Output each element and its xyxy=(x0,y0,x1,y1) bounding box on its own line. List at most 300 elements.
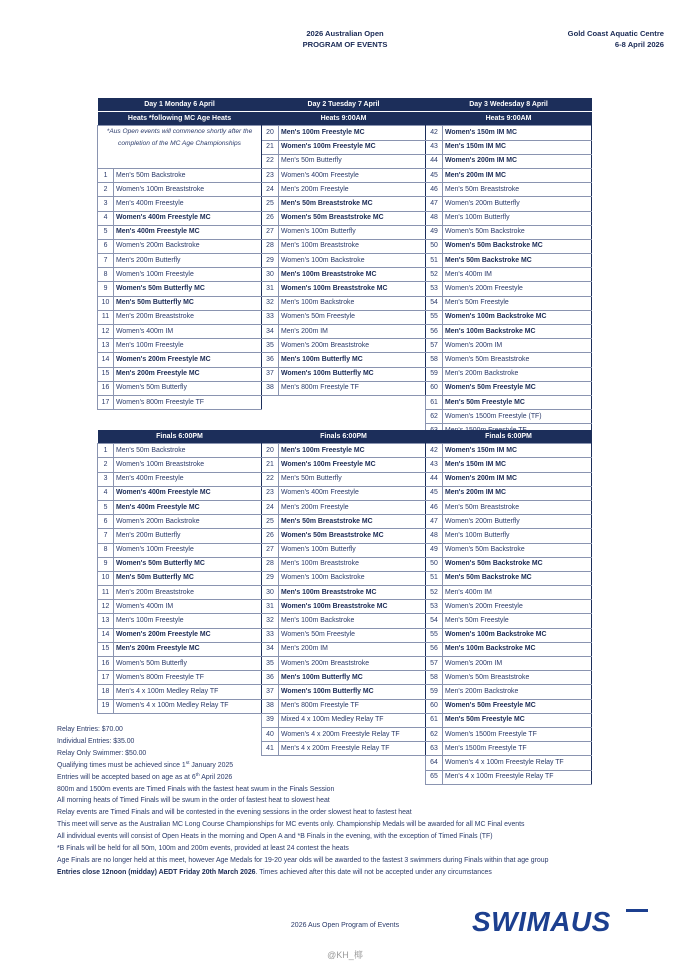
event-number: 43 xyxy=(426,140,443,154)
event-number: 53 xyxy=(426,282,443,296)
individual-entries-fee: Individual Entries: $35.00 xyxy=(57,737,135,745)
event-name: Men's 400m Freestyle MC xyxy=(114,500,262,514)
event-number: 27 xyxy=(262,225,279,239)
event-name: Women's 100m Freestyle MC xyxy=(279,458,426,472)
table-row xyxy=(98,543,592,557)
table-row xyxy=(98,614,592,628)
event-name: Men's 50m Freestyle xyxy=(443,296,592,310)
event-name: Women's 4 x 100m Medley Relay TF xyxy=(114,699,262,713)
event-name: Women's 4 x 200m Freestyle Relay TF xyxy=(279,727,426,741)
event-name: Men's 200m Freestyle MC xyxy=(114,367,262,381)
event-number: 26 xyxy=(262,529,279,543)
event-number: 8 xyxy=(98,268,114,282)
event-number: 24 xyxy=(262,500,279,514)
event-name: Women's 50m Breaststroke MC xyxy=(279,211,426,225)
event-number: 62 xyxy=(426,727,443,741)
relay-entries-fee: Relay Entries: $70.00 xyxy=(57,726,123,733)
event-number: 65 xyxy=(426,770,443,784)
event-name: Men's 4 x 100m Freestyle Relay TF xyxy=(443,770,592,784)
event-number: 38 xyxy=(262,699,279,713)
heats-note: *Aus Open events will commence shortly after the completion of the MC Age Championships xyxy=(98,126,262,169)
table-row xyxy=(98,529,592,543)
event-name: Men's 50m Breaststroke xyxy=(443,500,592,514)
heats-day3-title: Day 3 Wedesday 8 April xyxy=(426,98,592,112)
event-number: 35 xyxy=(262,657,279,671)
event-number: 51 xyxy=(426,571,443,585)
event-name: Women's 100m Backstroke MC xyxy=(443,628,592,642)
event-name: Men's 100m Backstroke xyxy=(279,296,426,310)
table-row xyxy=(98,395,592,409)
table-row xyxy=(98,410,592,424)
table-row xyxy=(98,126,592,140)
event-number: 19 xyxy=(98,699,114,713)
footer-text: 2026 Aus Open Program of Events xyxy=(290,922,400,929)
event-name: Women's 200m Butterfly xyxy=(443,515,592,529)
event-number: 24 xyxy=(262,183,279,197)
entries-close-bold: Entries close 12noon (midday) AEDT Friday 20th March 2026 xyxy=(57,868,256,876)
event-name: Women's 200m Freestyle MC xyxy=(114,628,262,642)
event-name: Women's 100m Butterfly xyxy=(279,225,426,239)
table-row xyxy=(98,458,592,472)
venue-name: Gold Coast Aquatic Centre xyxy=(567,29,664,38)
event-name: Men's 100m Backstroke MC xyxy=(443,325,592,339)
empty-cell xyxy=(262,410,426,424)
qualifying-sup: st xyxy=(185,760,190,766)
event-number: 36 xyxy=(262,671,279,685)
table-row xyxy=(98,557,592,571)
event-name: Men's 50m Backstroke MC xyxy=(443,254,592,268)
event-name: Men's 200m Butterfly xyxy=(114,529,262,543)
event-number: 57 xyxy=(426,657,443,671)
table-row xyxy=(98,197,592,211)
event-name: Men's 50m Backstroke MC xyxy=(443,571,592,585)
event-number: 6 xyxy=(98,515,114,529)
event-number: 57 xyxy=(426,339,443,353)
event-number: 60 xyxy=(426,699,443,713)
event-number: 16 xyxy=(98,381,114,395)
event-number: 50 xyxy=(426,557,443,571)
event-name: Men's 400m IM xyxy=(443,586,592,600)
age-text: Entries will be accepted based on age as at 6 xyxy=(57,773,196,781)
event-number: 52 xyxy=(426,268,443,282)
event-name: Women's 50m Backstroke MC xyxy=(443,239,592,253)
event-name: Men's 200m Backstroke xyxy=(443,367,592,381)
event-name: Men's 800m Freestyle TF xyxy=(279,699,426,713)
event-name: Men's 100m Butterfly MC xyxy=(279,671,426,685)
event-name: Men's 100m Butterfly xyxy=(443,211,592,225)
heats-day1-subtitle: Heats *following MC Age Heats xyxy=(98,112,262,126)
event-name: Women's 50m Backstroke xyxy=(443,543,592,557)
event-number: 56 xyxy=(426,642,443,656)
event-number: 55 xyxy=(426,628,443,642)
qualifying-text: Qualifying times must be achieved since 1 xyxy=(57,761,186,769)
event-name: Women's 50m Butterfly MC xyxy=(114,282,262,296)
event-name: Mixed 4 x 100m Medley Relay TF xyxy=(279,713,426,727)
table-row xyxy=(98,486,592,500)
table-row xyxy=(98,472,592,486)
logo-text: SWIMAUS xyxy=(472,906,611,936)
event-number: 59 xyxy=(426,367,443,381)
age-text-end: April 2026 xyxy=(199,773,233,781)
event-name: Women's 100m Backstroke xyxy=(279,571,426,585)
event-name: Men's 400m IM xyxy=(443,268,592,282)
event-name: Men's 100m Butterfly MC xyxy=(279,353,426,367)
event-name: Men's 50m Backstroke xyxy=(114,444,262,458)
finals-day2-title: Finals 6:00PM xyxy=(262,430,426,444)
event-number: 55 xyxy=(426,310,443,324)
event-number: 2 xyxy=(98,183,114,197)
table-row xyxy=(98,381,592,395)
event-number: 17 xyxy=(98,671,114,685)
heats-day2-subtitle: Heats 9:00AM xyxy=(262,112,426,126)
event-number: 14 xyxy=(98,628,114,642)
event-number: 34 xyxy=(262,642,279,656)
table-row xyxy=(98,515,592,529)
event-name: Women's 50m Freestyle MC xyxy=(443,699,592,713)
event-number: 29 xyxy=(262,571,279,585)
event-name: Men's 100m Freestyle MC xyxy=(279,444,426,458)
event-number: 52 xyxy=(426,586,443,600)
event-name: Women's 400m Freestyle xyxy=(279,168,426,182)
event-number: 51 xyxy=(426,254,443,268)
event-name: Women's 100m Butterfly MC xyxy=(279,367,426,381)
event-name: Women's 400m Freestyle xyxy=(279,486,426,500)
table-row xyxy=(98,239,592,253)
meet-dates: 6-8 April 2026 xyxy=(614,40,664,49)
finals-day3-title: Finals 6:00PM xyxy=(426,430,592,444)
age-note xyxy=(57,772,677,784)
event-name: Men's 50m Butterfly xyxy=(279,472,426,486)
event-number: 23 xyxy=(262,486,279,500)
event-number: 2 xyxy=(98,458,114,472)
event-number: 21 xyxy=(262,140,279,154)
table-row xyxy=(98,671,592,685)
event-number: 15 xyxy=(98,367,114,381)
heats-table xyxy=(97,98,592,439)
event-number: 43 xyxy=(426,458,443,472)
event-name: Men's 200m IM xyxy=(279,325,426,339)
event-number: 45 xyxy=(426,168,443,182)
event-name: Men's 200m Butterfly xyxy=(114,254,262,268)
event-number: 34 xyxy=(262,325,279,339)
note-line: Age Finals are no longer held at this meet, however Age Medals for 19-20 year olds will be awarded to the fastest 3 swimmers during Finals within that age group xyxy=(57,856,549,864)
event-name: Men's 100m Backstroke xyxy=(279,614,426,628)
event-name: Men's 50m Butterfly MC xyxy=(114,296,262,310)
event-number: 22 xyxy=(262,472,279,486)
event-name: Women's 1500m Freestyle TF xyxy=(443,727,592,741)
event-name: Women's 200m Freestyle xyxy=(443,282,592,296)
event-name: Women's 100m Freestyle MC xyxy=(279,140,426,154)
heats-day2-title: Day 2 Tuesday 7 April xyxy=(262,98,426,112)
event-number: 6 xyxy=(98,239,114,253)
event-number: 12 xyxy=(98,325,114,339)
event-name: Women's 50m Breaststroke xyxy=(443,671,592,685)
table-row xyxy=(98,699,592,713)
event-number: 22 xyxy=(262,154,279,168)
event-name: Men's 200m Freestyle xyxy=(279,183,426,197)
event-name: Women's 200m IM MC xyxy=(443,154,592,168)
event-number: 13 xyxy=(98,339,114,353)
event-number: 25 xyxy=(262,515,279,529)
empty-cell xyxy=(262,395,426,409)
event-name: Women's 150m IM MC xyxy=(443,444,592,458)
event-number: 10 xyxy=(98,296,114,310)
table-row xyxy=(98,444,592,458)
event-name: Men's 400m Freestyle xyxy=(114,197,262,211)
event-name: Women's 50m Breaststroke xyxy=(443,353,592,367)
event-number: 37 xyxy=(262,685,279,699)
event-name: Women's 50m Backstroke xyxy=(443,225,592,239)
event-name: Men's 50m Butterfly xyxy=(279,154,426,168)
event-number: 36 xyxy=(262,353,279,367)
event-name: Men's 100m Backstroke MC xyxy=(443,642,592,656)
event-number: 5 xyxy=(98,500,114,514)
table-row xyxy=(98,310,592,324)
event-number: 58 xyxy=(426,353,443,367)
event-number: 17 xyxy=(98,395,114,409)
age-sup: th xyxy=(195,772,200,778)
table-row xyxy=(98,600,592,614)
event-number: 58 xyxy=(426,671,443,685)
event-number: 47 xyxy=(426,197,443,211)
event-name: Women's 100m Freestyle xyxy=(114,268,262,282)
event-number: 64 xyxy=(426,756,443,770)
event-number: 18 xyxy=(98,685,114,699)
event-number: 28 xyxy=(262,239,279,253)
event-number: 31 xyxy=(262,600,279,614)
event-number: 59 xyxy=(426,685,443,699)
logo-accent-bar xyxy=(626,909,648,912)
event-number: 23 xyxy=(262,168,279,182)
event-name: Men's 50m Breaststroke MC xyxy=(279,515,426,529)
heats-body xyxy=(98,126,592,438)
event-name: Men's 4 x 100m Medley Relay TF xyxy=(114,685,262,699)
event-number: 35 xyxy=(262,339,279,353)
event-number: 32 xyxy=(262,614,279,628)
event-name: Women's 200m Backstroke xyxy=(114,239,262,253)
event-name: Women's 200m Freestyle xyxy=(443,600,592,614)
event-name: Men's 200m Freestyle xyxy=(279,500,426,514)
event-name: Women's 50m Backstroke MC xyxy=(443,557,592,571)
event-name: Men's 200m Breaststroke xyxy=(114,310,262,324)
event-name: Men's 200m IM MC xyxy=(443,486,592,500)
event-name: Men's 50m Butterfly MC xyxy=(114,571,262,585)
event-name: Women's 100m Breaststroke xyxy=(114,183,262,197)
event-name: Women's 200m IM xyxy=(443,339,592,353)
event-number: 20 xyxy=(262,126,279,140)
event-name: Men's 50m Breaststroke xyxy=(443,183,592,197)
event-number: 39 xyxy=(262,713,279,727)
event-name: Women's 100m Breaststroke MC xyxy=(279,600,426,614)
event-name: Men's 150m IM MC xyxy=(443,458,592,472)
table-row xyxy=(98,586,592,600)
table-row xyxy=(98,642,592,656)
event-number: 61 xyxy=(426,395,443,409)
watermark: @KH_椰 xyxy=(327,950,363,960)
event-number: 30 xyxy=(262,268,279,282)
event-number: 44 xyxy=(426,472,443,486)
table-row xyxy=(98,254,592,268)
event-number: 53 xyxy=(426,600,443,614)
note-line: Relay events are Timed Finals and will be contested in the evening sessions in the order slowest heat to fastest heat xyxy=(57,809,412,817)
table-row xyxy=(98,367,592,381)
event-name: Men's 200m Backstroke xyxy=(443,685,592,699)
event-number: 21 xyxy=(262,458,279,472)
note-line: *B Finals will be held for all 50m, 100m and 200m events, provided at least 24 contest the heats xyxy=(57,845,349,853)
event-name: Women's 50m Butterfly xyxy=(114,657,262,671)
entries-close-rest: . Times achieved after this date will not be accepted under any circumstances xyxy=(255,868,492,876)
title-line-2: PROGRAM OF EVENTS xyxy=(302,40,388,49)
table-row xyxy=(98,685,592,699)
event-number: 42 xyxy=(426,126,443,140)
event-number: 1 xyxy=(98,444,114,458)
event-number: 20 xyxy=(262,444,279,458)
event-number: 62 xyxy=(426,410,443,424)
event-name: Men's 400m Freestyle xyxy=(114,472,262,486)
event-name: Men's 100m Breaststroke MC xyxy=(279,268,426,282)
event-number: 50 xyxy=(426,239,443,253)
event-number: 48 xyxy=(426,529,443,543)
event-number: 32 xyxy=(262,296,279,310)
table-row xyxy=(98,571,592,585)
event-number: 16 xyxy=(98,657,114,671)
event-name: Men's 200m Freestyle MC xyxy=(114,642,262,656)
meet-notes xyxy=(57,724,677,879)
event-name: Men's 200m IM xyxy=(279,642,426,656)
note-line: 800m and 1500m events are Timed Finals with the fastest heat swum in the Finals Session xyxy=(57,785,335,793)
event-number: 47 xyxy=(426,515,443,529)
event-number: 31 xyxy=(262,282,279,296)
table-row xyxy=(98,500,592,514)
event-name: Men's 100m Breaststroke xyxy=(279,239,426,253)
event-number: 46 xyxy=(426,183,443,197)
event-name: Men's 100m Butterfly xyxy=(443,529,592,543)
event-name: Women's 50m Freestyle xyxy=(279,628,426,642)
event-name: Women's 100m Breaststroke MC xyxy=(279,282,426,296)
event-name: Women's 400m Freestyle MC xyxy=(114,486,262,500)
event-number: 37 xyxy=(262,367,279,381)
event-name: Women's 100m Butterfly MC xyxy=(279,685,426,699)
qualifying-text-end: January 2025 xyxy=(189,761,234,769)
event-number: 3 xyxy=(98,197,114,211)
event-number: 9 xyxy=(98,282,114,296)
event-name: Women's 200m Breaststroke xyxy=(279,339,426,353)
event-name: Men's 1500m Freestyle TF xyxy=(443,742,592,756)
table-row xyxy=(98,211,592,225)
event-name: Women's 50m Breaststroke MC xyxy=(279,529,426,543)
event-number: 28 xyxy=(262,557,279,571)
event-name: Women's 50m Butterfly MC xyxy=(114,557,262,571)
event-name: Men's 200m Breaststroke xyxy=(114,586,262,600)
event-name: Women's 50m Butterfly xyxy=(114,381,262,395)
event-name: Women's 150m IM MC xyxy=(443,126,592,140)
event-number: 3 xyxy=(98,472,114,486)
table-row xyxy=(98,268,592,282)
event-number: 63 xyxy=(426,742,443,756)
event-number: 40 xyxy=(262,727,279,741)
event-name: Men's 100m Breaststroke MC xyxy=(279,586,426,600)
event-number: 9 xyxy=(98,557,114,571)
event-number: 56 xyxy=(426,325,443,339)
event-number: 13 xyxy=(98,614,114,628)
event-number: 15 xyxy=(98,642,114,656)
venue-block xyxy=(568,28,664,50)
event-name: Women's 200m Butterfly xyxy=(443,197,592,211)
event-number: 8 xyxy=(98,543,114,557)
event-number: 4 xyxy=(98,211,114,225)
event-name: Women's 50m Freestyle MC xyxy=(443,381,592,395)
event-number: 33 xyxy=(262,310,279,324)
event-number: 7 xyxy=(98,529,114,543)
note-line: All individual events will consist of Open Heats in the morning and Open A and *B Finals in the evening, with the exception of Timed Finals (TF) xyxy=(57,833,493,841)
event-name: Men's 400m Freestyle MC xyxy=(114,225,262,239)
event-name: Men's 200m IM MC xyxy=(443,168,592,182)
event-name: Women's 100m Freestyle xyxy=(114,543,262,557)
event-number: 41 xyxy=(262,742,279,756)
event-number: 30 xyxy=(262,586,279,600)
event-number: 49 xyxy=(426,543,443,557)
event-name: Men's 150m IM MC xyxy=(443,140,592,154)
finals-day1-title: Finals 6:00PM xyxy=(98,430,262,444)
qualifying-note xyxy=(57,760,677,772)
event-number: 42 xyxy=(426,444,443,458)
event-name: Women's 200m Freestyle MC xyxy=(114,353,262,367)
event-name: Women's 100m Breaststroke xyxy=(114,458,262,472)
event-number: 61 xyxy=(426,713,443,727)
table-row xyxy=(98,628,592,642)
event-name: Women's 100m Backstroke xyxy=(279,254,426,268)
event-number: 1 xyxy=(98,168,114,182)
event-name: Men's 100m Freestyle xyxy=(114,339,262,353)
event-name: Women's 1500m Freestyle (TF) xyxy=(443,410,592,424)
event-number: 54 xyxy=(426,614,443,628)
event-name: Women's 200m Breaststroke xyxy=(279,657,426,671)
event-number: 4 xyxy=(98,486,114,500)
event-number: 44 xyxy=(426,154,443,168)
table-row xyxy=(98,168,592,182)
event-number: 11 xyxy=(98,586,114,600)
relay-only-fee: Relay Only Swimmer: $50.00 xyxy=(57,749,147,757)
event-number: 11 xyxy=(98,310,114,324)
event-name: Men's 50m Freestyle MC xyxy=(443,395,592,409)
event-name: Women's 200m IM MC xyxy=(443,472,592,486)
entries-close-note xyxy=(57,867,677,879)
event-name: Women's 4 x 100m Freestyle Relay TF xyxy=(443,756,592,770)
event-number: 29 xyxy=(262,254,279,268)
table-row xyxy=(98,282,592,296)
event-name: Men's 50m Freestyle MC xyxy=(443,713,592,727)
event-number: 7 xyxy=(98,254,114,268)
event-number: 25 xyxy=(262,197,279,211)
table-row xyxy=(98,325,592,339)
event-number: 54 xyxy=(426,296,443,310)
event-name: Men's 4 x 200m Freestyle Relay TF xyxy=(279,742,426,756)
event-name: Women's 400m Freestyle MC xyxy=(114,211,262,225)
event-name: Women's 50m Freestyle xyxy=(279,310,426,324)
empty-cell xyxy=(98,410,262,424)
table-row xyxy=(98,225,592,239)
event-number: 10 xyxy=(98,571,114,585)
event-name: Men's 100m Freestyle MC xyxy=(279,126,426,140)
heats-day3-subtitle: Heats 9:00AM xyxy=(426,112,592,126)
table-row xyxy=(98,296,592,310)
event-name: Women's 100m Backstroke MC xyxy=(443,310,592,324)
table-row xyxy=(98,353,592,367)
event-number: 45 xyxy=(426,486,443,500)
event-name: Women's 100m Butterfly xyxy=(279,543,426,557)
event-name: Women's 200m IM xyxy=(443,657,592,671)
title-line-1: 2026 Australian Open xyxy=(306,29,384,38)
